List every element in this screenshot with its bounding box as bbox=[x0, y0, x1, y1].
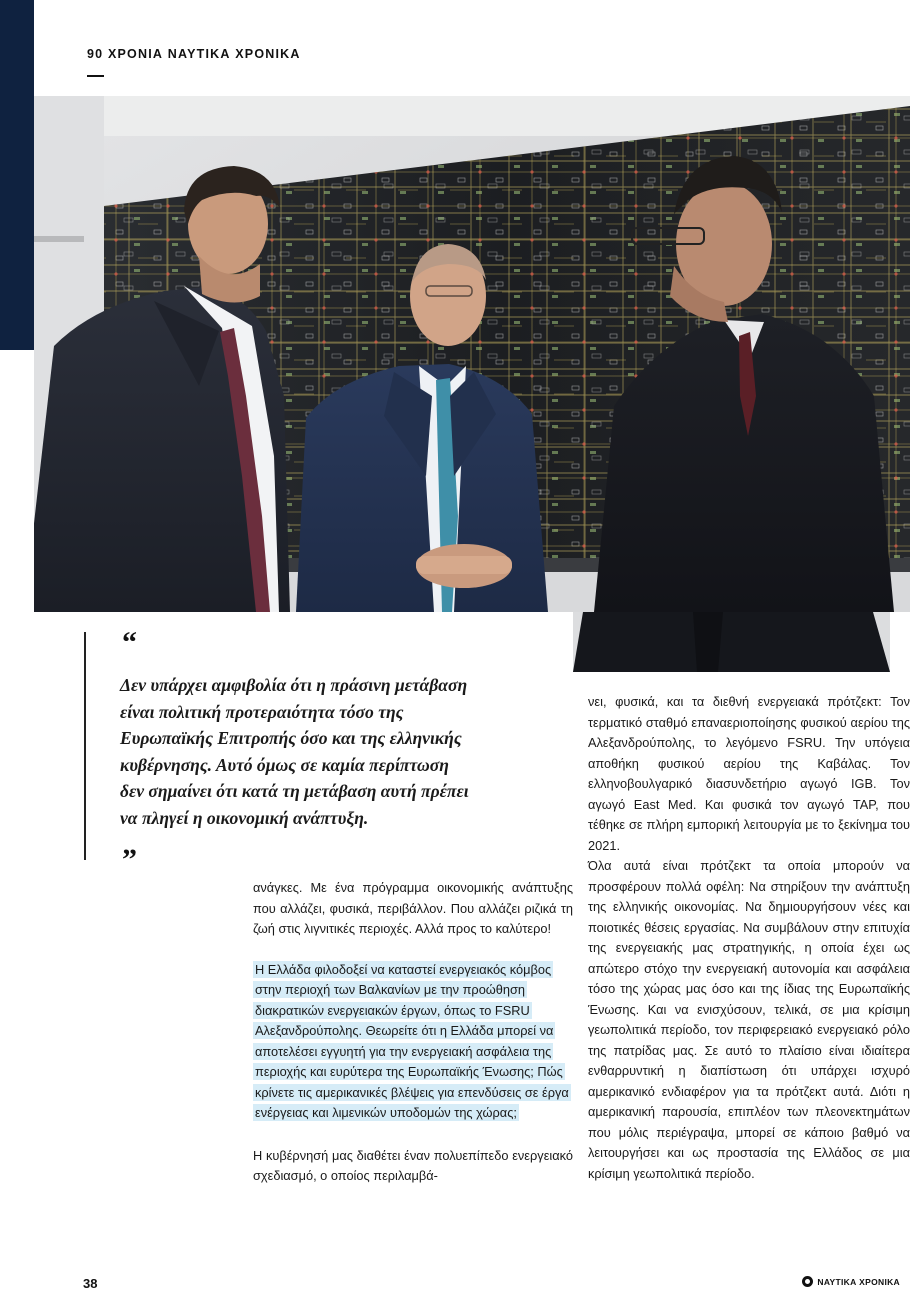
brand-name: ΝΑΥΤΙΚΑ ΧΡΟΝΙΚΑ bbox=[817, 1276, 900, 1287]
footer-brand bbox=[802, 1276, 900, 1287]
pull-quote-line: είναι πολιτική προτεραιότητα τόσο της bbox=[120, 701, 404, 722]
pull-quote-line: Δεν υπάρχει αμφιβολία ότι η πράσινη μετάβαση bbox=[120, 675, 468, 695]
open-quote-mark: “ bbox=[122, 626, 137, 659]
right-column bbox=[588, 692, 910, 1184]
pull-quote-line: να πληγεί η οικονομική ανάπτυξη. bbox=[120, 807, 369, 828]
close-quote-mark: ” bbox=[122, 843, 137, 876]
control-room-photo bbox=[34, 96, 910, 612]
article-photo bbox=[34, 96, 910, 612]
pull-quote-rule bbox=[84, 632, 86, 860]
pull-quote-line: Ευρωπαϊκής Επιτροπής όσο και της ελληνικής bbox=[120, 728, 462, 748]
interview-question-block bbox=[253, 960, 573, 1124]
right-paragraph-1: νει, φυσικά, και τα διεθνή ενεργειακά πρότζεκτ: Τον τερματικό σταθμό επαναεριοποίησης φυσικού αερίου της Αλεξανδρούπολης, το λεγόμενο FSRU. Την υπόγεια αποθήκη φυσικού αερίου της Καβάλας. Τον ελληνοβουλγαρικό διασυνδετήριο αγωγό IGB. Τον αγωγό East Med. Και φυσικά τον αγωγό TAP, που τέθηκε σε πλήρη εμπορική λειτουργία με το ξεκίνημα του 2021. bbox=[588, 694, 910, 853]
navy-accent-bar bbox=[0, 0, 34, 350]
pull-quote-line: κυβέρνησης. Αυτό όμως σε καμία περίπτωση bbox=[120, 754, 449, 775]
page-number: 38 bbox=[83, 1276, 98, 1291]
pull-quote bbox=[120, 672, 560, 831]
pull-quote-line: δεν σημαίνει ότι κατά τη μετάβαση αυτή πρέπει bbox=[120, 781, 469, 801]
brand-logo-icon bbox=[802, 1276, 813, 1287]
photo-lower-edge bbox=[573, 612, 890, 672]
middle-column bbox=[253, 878, 573, 1187]
right-paragraph-2: Όλα αυτά είναι πρότζεκτ τα οποία μπορούν να προσφέρουν πολλά οφέλη: Να στηρίξουν την ανάπτυξη της ελληνικής οικονομίας. Να δημιουργήσουν νέες και ποιοτικές θέσεις εργασίας. Να συμβάλουν στην επιτυχία της ενεργειακής μας στρατηγικής, η οποία έχει ως απώτερο στόχο την ενεργειακή αυτονομία και ασφάλεια τόσο της χώρας μας όσο και της ίδιας της Ευρωπαϊκής Ένωσης. Και να ενισχύσουν, τελικά, σε μια κρίσιμη γεωπολιτικά περίοδο, τον περιφερειακό ενεργειακό ρόλο της πατρίδας μας. Σε αυτό το πλαίσιο είναι ιδιαίτερα ενθαρρυντική η διαπίστωση ότι υπάρχει ισχυρό αμερικανικό ενδιαφέρον για τα πρότζεκτ αυτά. Διότι η αμερικανική παρουσία, επιπλέον των πλεονεκτημάτων που μόλις περιέγραψα, μπορεί σε κάποιο βαθμό να λειτουργήσει και ως προστασία της Ελλάδος σε μια κρίσιμη γεωπολιτικά περίοδο. bbox=[588, 858, 910, 1181]
intro-paragraph: ανάγκες. Με ένα πρόγραμμα οικονομικής ανάπτυξης που αλλάζει, φυσικά, περιβάλλον. Που αλλάζει ριζικά τη ζωή στις λιγνιτικές περιοχές. Αλλά προς το καλύτερο! bbox=[253, 880, 573, 936]
running-head: 90 ΧΡΟΝΙΑ ΝΑΥΤΙΚΑ ΧΡΟΝΙΚΑ bbox=[87, 47, 301, 61]
interview-question: Η Ελλάδα φιλοδοξεί να καταστεί ενεργειακός κόμβος στην περιοχή των Βαλκανίων με την προώθηση διακρατικών ενεργειακών έργων, όπως το FSRU Αλεξανδρούπολης. Θεωρείτε ότι η Ελλάδα μπορεί να αποτελέσει εγγυητή για την ενεργειακή ασφάλεια της περιοχής και ευρύτερα της Ευρωπαϊκής Ένωσης; Πώς κρίνετε τις αμερικανικές βλέψεις για επενδύσεις σε έργα ενέργειας και λιμενικών υποδομών της χώρας; bbox=[255, 961, 569, 1120]
answer-paragraph: Η κυβέρνησή μας διαθέτει έναν πολυεπίπεδο ενεργειακό σχεδιασμό, ο οποίος περιλαμβά- bbox=[253, 1147, 573, 1183]
header-rule bbox=[87, 75, 104, 77]
article-photo-extension bbox=[573, 612, 890, 672]
